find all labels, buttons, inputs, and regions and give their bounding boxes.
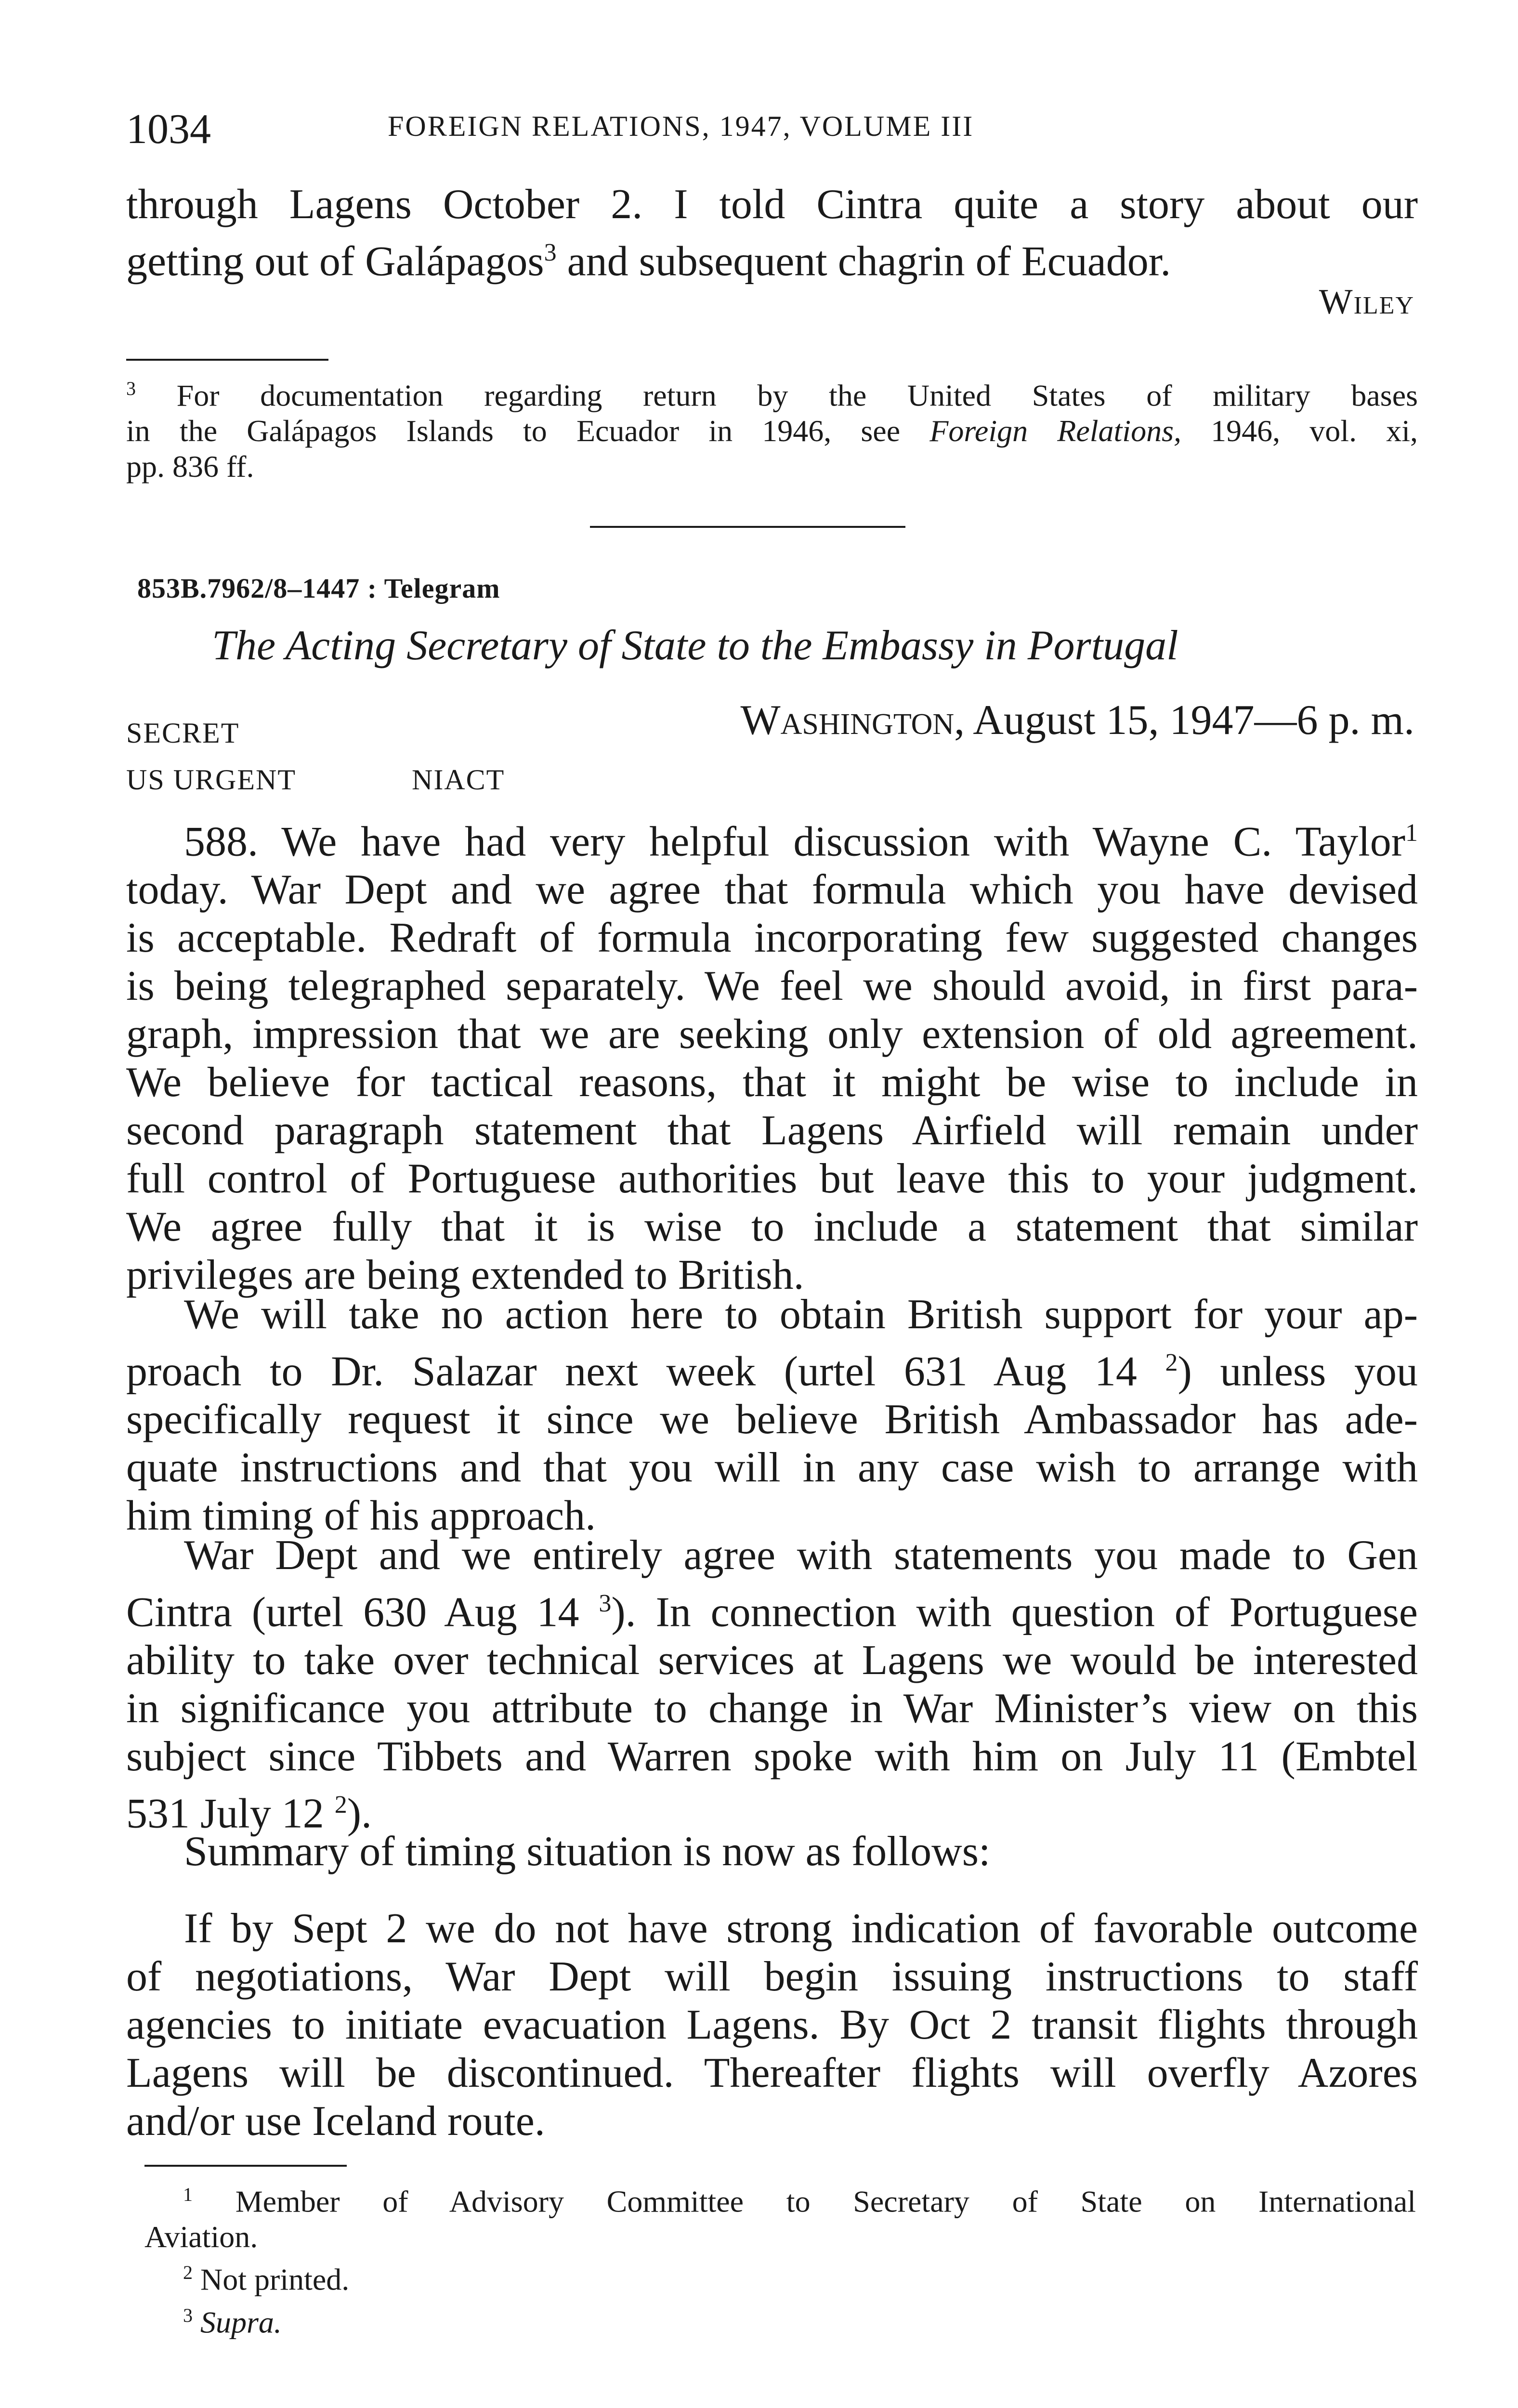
text-line: proach to Dr. Salazar next week (urtel 631 Aug 14 $^2$) unless you [126,1348,1418,1395]
text-line: in significance you attribute to change in War Minister’s view on this [126,1685,1418,1732]
footnote-rule [126,359,328,361]
page-number: 1034 [126,106,211,153]
footnote-marker: 2 [183,2262,193,2284]
text-line: 588. We have had very helpful discussion with Wayne C. Taylor$^1$ [184,818,1418,865]
paragraph-3 [126,1531,1418,1838]
date: August 15, 1947—6 p. m. [973,697,1414,744]
footnote-ref: 2 [334,1791,347,1819]
text-line: is acceptable. Redraft of formula incorporating few suggested changes [126,915,1418,962]
document-title: The Acting Secretary of State to the Embassy in Portugal [212,622,1178,669]
footnote-marker: 3 [126,378,136,399]
footnote-marker: 1 [183,2184,193,2205]
text-line: full control of Portuguese authorities but leave this to your judgment. [126,1155,1418,1203]
text-line: graph, impression that we are seeking only extension of old agreement. [126,1011,1418,1058]
classification: SECRET [126,717,240,749]
text-line: War Dept and we entirely agree with statements you made to Gen [184,1532,1418,1579]
footnote-ref: 3 [599,1590,612,1617]
text-line: We agree fully that it is wise to include a statement that similar [126,1204,1418,1251]
text-line: subject since Tibbets and Warren spoke with him on July 11 (Embtel [126,1733,1418,1780]
priority-niact: NIACT [412,764,505,796]
text-line: Lagens will be discontinued. Thereafter flights will overfly Azores [126,2050,1418,2096]
priority: US URGENT [126,764,297,796]
text-line: is being telegraphed separately. We feel we should avoid, in first para- [126,963,1418,1010]
footnote: $^2$ Not printed. [183,2262,350,2297]
text-line: If by Sept 2 we do not have strong indication of favorable outcome [184,1905,1418,1952]
running-title: FOREIGN RELATIONS, 1947, VOLUME III [388,110,974,142]
text-line: We believe for tactical reasons, that it might be wise to include in [126,1059,1418,1106]
footnote-rule [144,2165,347,2167]
prev-doc-text [126,181,1418,286]
text-line: privileges are being extended to British. [126,1252,804,1299]
section-divider [590,526,905,528]
text-line: him timing of his approach. [126,1492,596,1540]
text-line: specifically request it since we believe British Ambassador has ade- [126,1396,1418,1443]
paragraph-4: Summary of timing situation is now as follows: [184,1828,991,1875]
text-line: and/or use Iceland route. [126,2098,545,2145]
text-line: Cintra (urtel 630 Aug 14 $^3$). In connection with question of Portuguese [126,1589,1418,1636]
signature: Wiley [1319,282,1414,322]
paragraph-5 [126,1905,1418,2146]
text-line: today. War Dept and we agree that formula which you have devised [126,866,1418,914]
paragraph-1 [126,809,1418,1299]
text-line: through Lagens October 2. I told Cintra quite a story about our [126,181,1418,228]
text-line: second paragraph statement that Lagens Airfield will remain under [126,1107,1418,1154]
text-line: quate instructions and that you will in any case wish to arrange with [126,1444,1418,1492]
text-line: 531 July 12 $^2$). [126,1790,372,1837]
prev-footnote: $^3$ For documentation regarding return by the United States of military bases in the Galápagos Islands to Ecuador in 1946, see Foreign Relations, 1946, vol. xi, pp. 836 ff. [126,378,1418,484]
footnote-marker: 3 [183,2304,193,2326]
footnote: $^3$ Supra. [183,2304,282,2339]
text-line: ability to take over technical services at Lagens we would be interested [126,1637,1418,1684]
text-line: of negotiations, War Dept will begin issuing instructions to staff [126,1953,1418,2000]
dateline [741,696,1414,745]
file-id: 853B.7962/8–1447 : Telegram [137,573,500,604]
text-line: agencies to initiate evacuation Lagens. By Oct 2 transit flights through [126,2002,1418,2048]
text-line: getting out of Galápagos$^3$ and subsequent chagrin of Ecuador. [126,238,1171,285]
paragraph-2 [126,1291,1418,1540]
footnote-ref: 3 [544,239,557,266]
footnote: $^1$ Member of Advisory Committee to Secretary of State on International [183,2184,1416,2219]
place: Washington, [740,697,965,744]
text-line: We will take no action here to obtain British support for your ap- [184,1291,1418,1338]
footnotes: $^1$ Member of Advisory Committee to Secretary of State on International Aviation. $^2$ Not printed. $^3$ Supra. [144,2177,1416,2340]
footnote-ref: 1 [1405,819,1418,847]
footnote-ref: 2 [1165,1349,1178,1376]
